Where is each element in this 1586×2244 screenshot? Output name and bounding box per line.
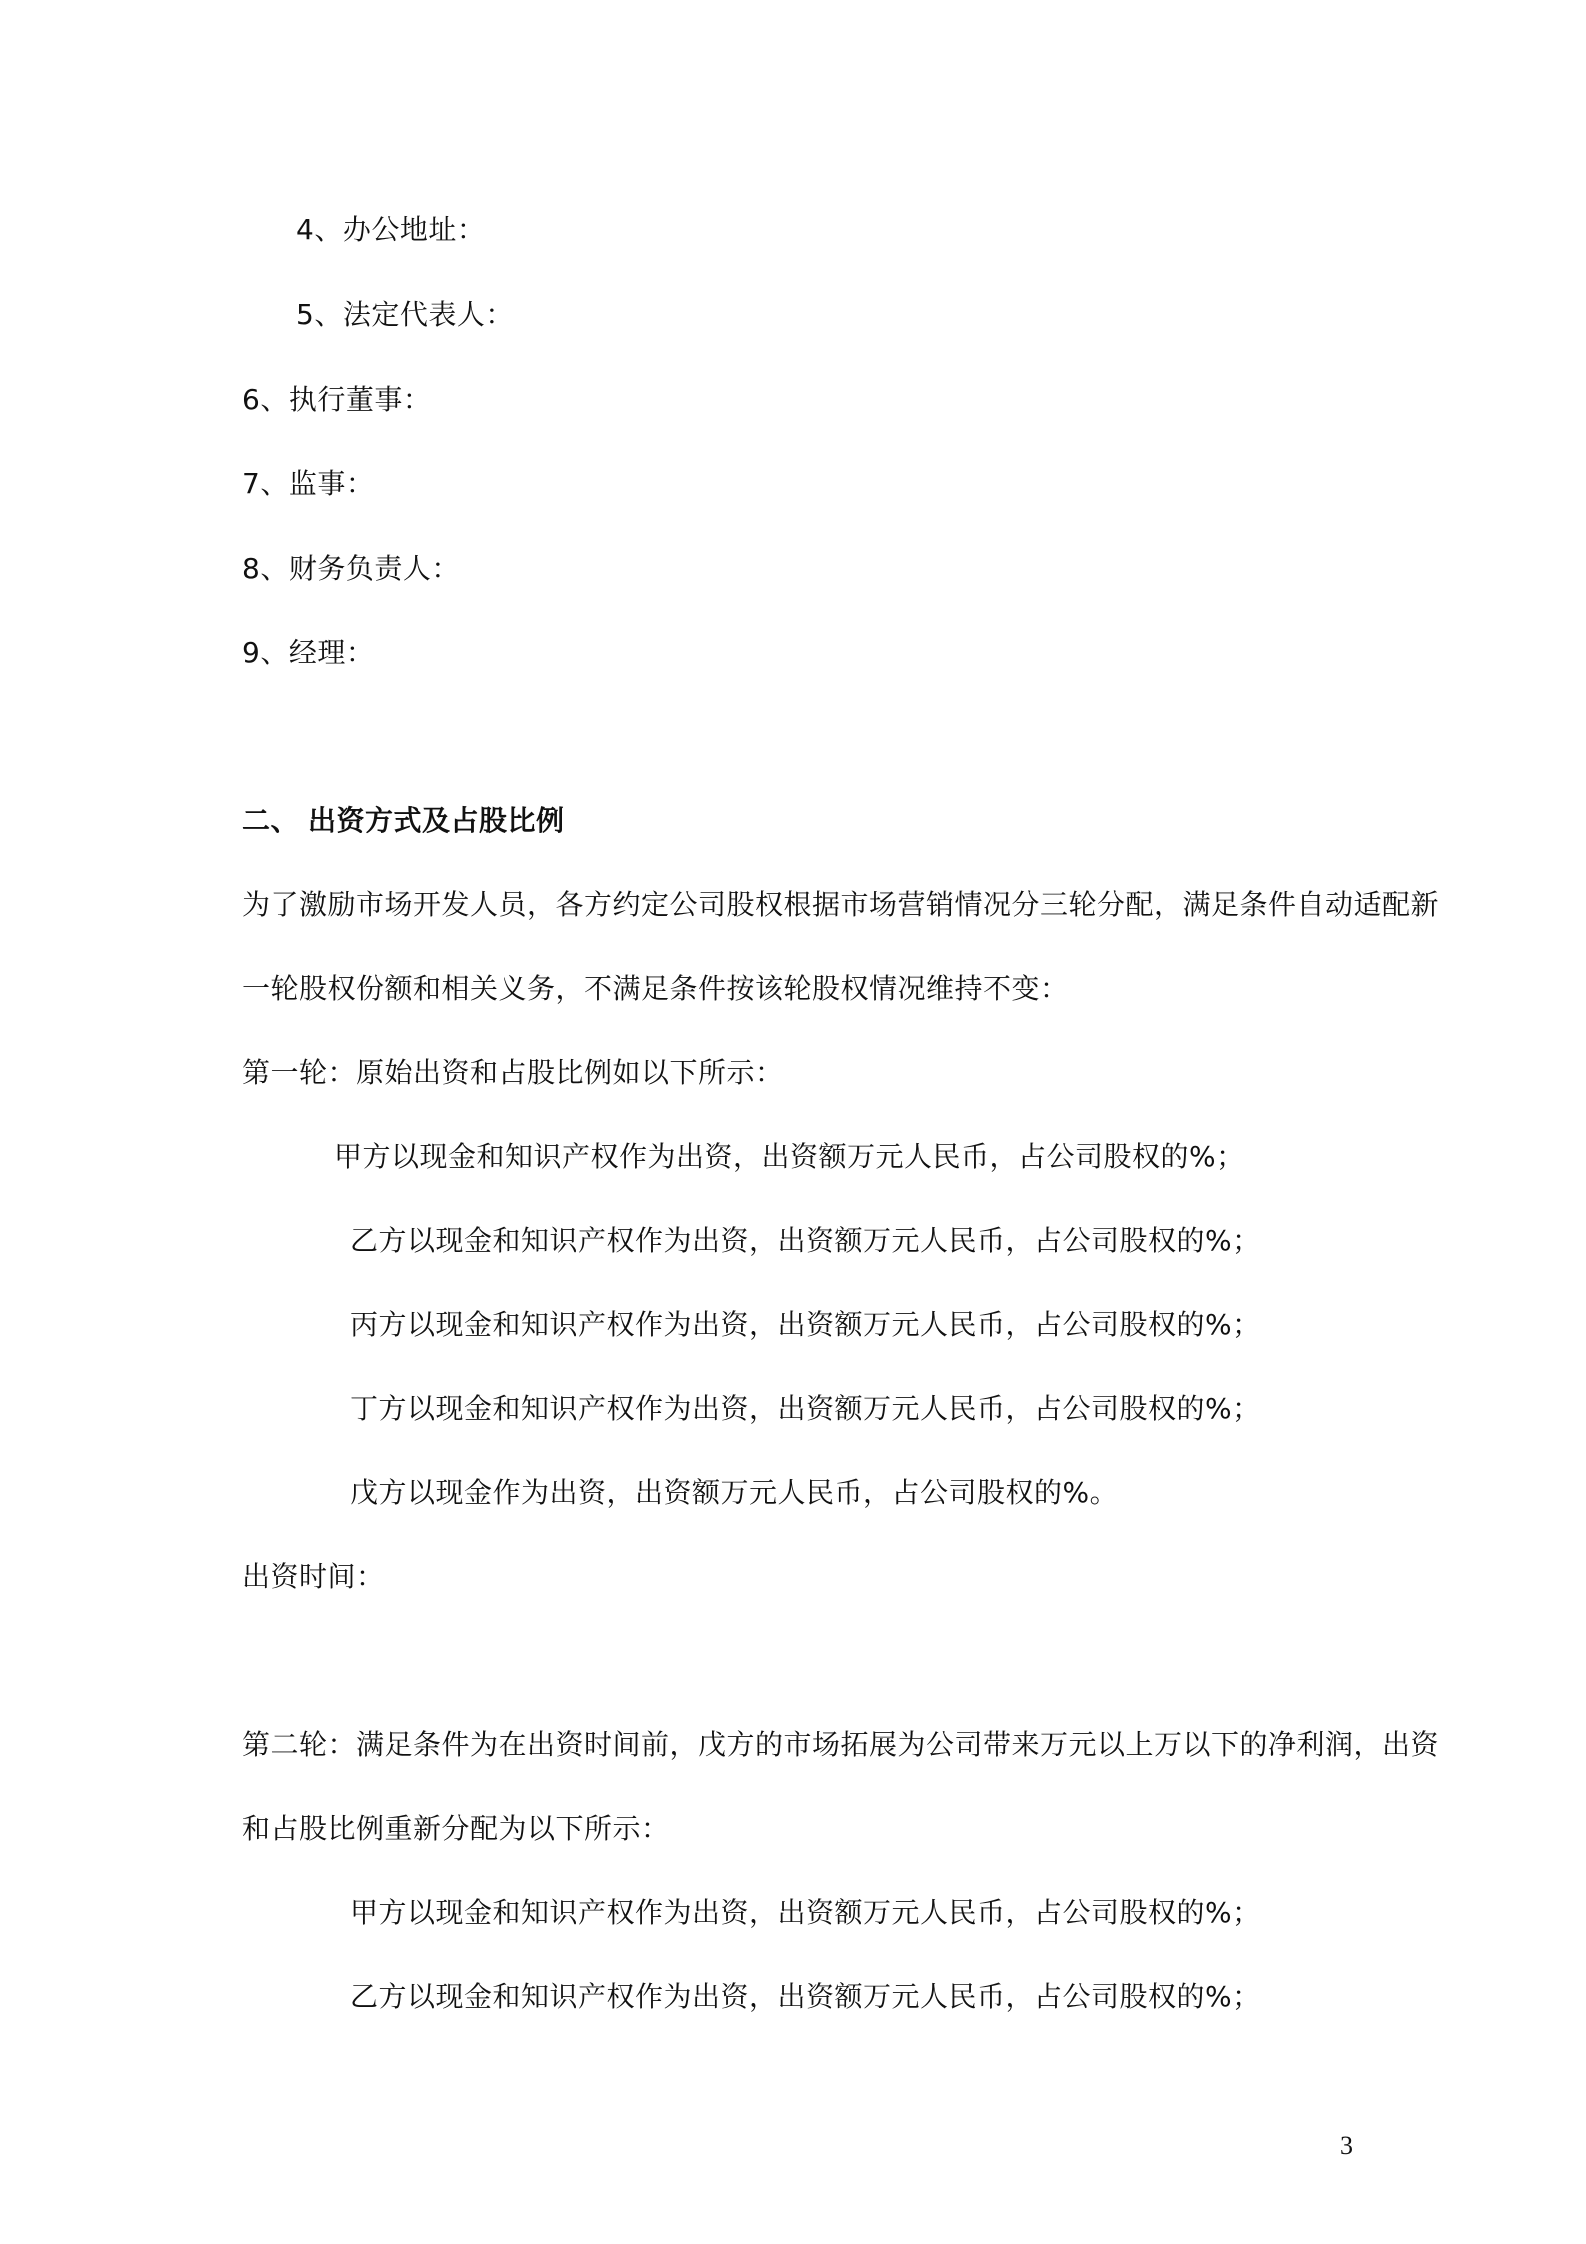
item-executive-director: 6、执行董事： [242,383,432,416]
round2-item-jia: 甲方以现金和知识产权作为出资，出资额万元人民币，占公司股权的%； [350,1896,1261,1929]
round1-item-ding: 丁方以现金和知识产权作为出资，出资额万元人民币，占公司股权的%； [350,1392,1261,1425]
section-number: 二、 [242,804,300,837]
round1-item-wu: 戊方以现金作为出资，出资额万元人民币，占公司股权的%。 [350,1476,1119,1509]
section-heading [242,801,565,841]
page-number: 3 [1340,2131,1353,2160]
round2-item-yi: 乙方以现金和知识产权作为出资，出资额万元人民币，占公司股权的%； [350,1980,1261,2013]
round1-item-yi: 乙方以现金和知识产权作为出资，出资额万元人民币，占公司股权的%； [350,1224,1261,1257]
item-supervisor: 7、监事： [242,467,375,500]
section-title: 出资方式及占股比例 [308,804,565,837]
round2-line-2: 和占股比例重新分配为以下所示： [242,1812,670,1845]
section-intro-line-1: 为了激励市场开发人员，各方约定公司股权根据市场营销情况分三轮分配，满足条件自动适配新 [242,888,1440,921]
section-intro-line-2: 一轮股权份额和相关义务，不满足条件按该轮股权情况维持不变： [242,972,1069,1005]
item-manager: 9、经理： [242,636,375,669]
item-legal-representative: 5、法定代表人： [296,298,514,331]
round1-intro: 第一轮：原始出资和占股比例如以下所示： [242,1056,784,1089]
item-office-address: 4、办公地址： [296,213,486,246]
round1-item-jia: 甲方以现金和知识产权作为出资，出资额万元人民币，占公司股权的%； [334,1140,1245,1173]
item-finance-manager: 8、财务负责人： [242,552,460,585]
investment-time: 出资时间： [242,1560,385,1593]
round2-line-1: 第二轮：满足条件为在出资时间前，戊方的市场拓展为公司带来万元以上万以下的净利润，出资 [242,1728,1440,1761]
round1-item-bing: 丙方以现金和知识产权作为出资，出资额万元人民币，占公司股权的%； [350,1308,1261,1341]
